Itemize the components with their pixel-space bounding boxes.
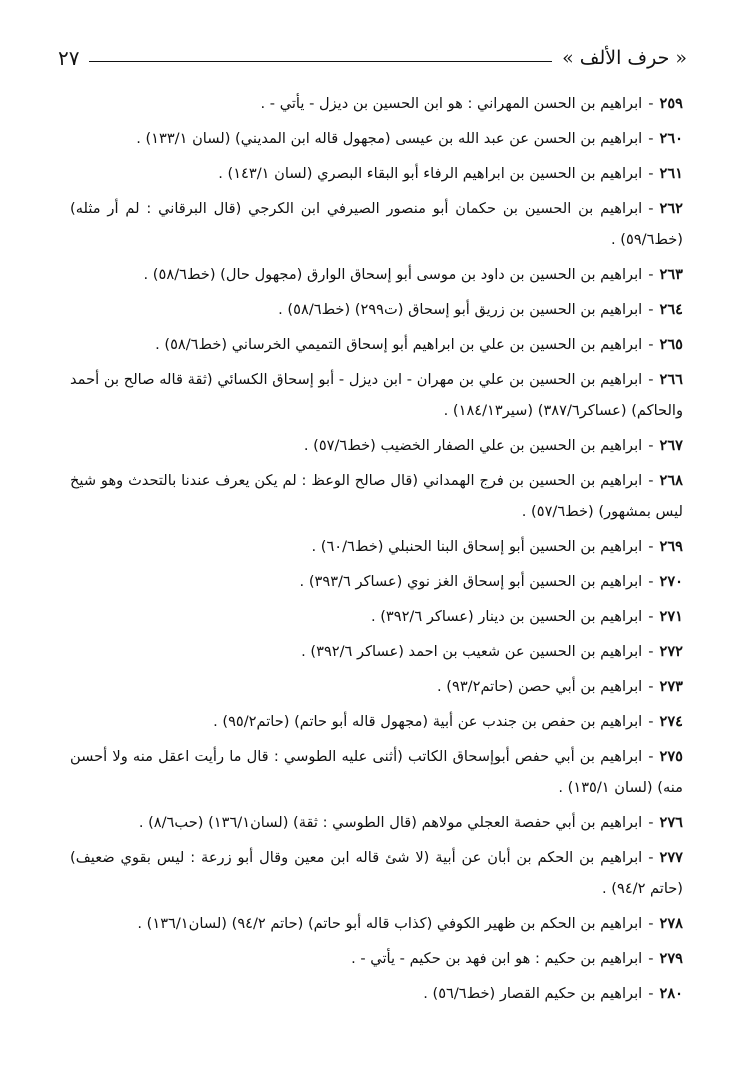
entry-text: ابراهيم بن الحسين بن علي الصفار الخضيب (خط٥٧/٦) .	[303, 437, 643, 454]
entry-dash: -	[648, 301, 654, 318]
entry	[70, 123, 683, 154]
entry-dash: -	[648, 985, 654, 1002]
entry-number: ٢٨٠	[659, 985, 683, 1002]
entry	[70, 465, 683, 527]
entry-text: ابراهيم بن الحسين بن داود بن موسى أبو إسحاق الوارق (مجهول حال) (خط٥٨/٦) .	[143, 266, 643, 283]
entry-text: ابراهيم بن حكيم القصار (خط٥٦/٦) .	[423, 985, 643, 1002]
entry-dash: -	[648, 437, 654, 454]
header-rule	[89, 61, 552, 62]
entry	[70, 566, 683, 597]
entry-text: ابراهيم بن الحكم بن أبان عن أبية (لا شئ قاله ابن معين وقال أبو زرعة : ليس بقوي ضعيف) (حاتم ٩٤/٢) .	[70, 849, 683, 897]
entry-number: ٢٧٤	[659, 713, 683, 730]
entry-number: ٢٦٠	[659, 130, 683, 147]
entry-text: ابراهيم بن أبي حفص أبوإسحاق الكاتب (أثنى عليه الطوسي : قال ما رأيت اعقل منه ولا أحسن منه) (لسان ١٣٥/١) .	[70, 748, 683, 796]
entry	[70, 636, 683, 667]
entry-dash: -	[648, 950, 654, 967]
chapter-title: « حرف الألف »	[562, 47, 687, 69]
entry-dash: -	[648, 915, 654, 932]
entry-number: ٢٧٠	[659, 573, 683, 590]
entry-number: ٢٧٨	[659, 915, 683, 932]
entry	[70, 329, 683, 360]
entry-dash: -	[648, 538, 654, 555]
entry-text: ابراهيم بن الحسين بن علي بن مهران - ابن ديزل - أبو إسحاق الكسائي (ثقة قاله صالح بن أحمد والحاكم) (عساكر٣٨٧/٦) (سير١٨٤/١٣) .	[70, 371, 683, 419]
entry-number: ٢٦٧	[659, 437, 683, 454]
entry-number: ٢٧٦	[659, 814, 683, 831]
entry	[70, 978, 683, 1009]
entry-number: ٢٧٣	[659, 678, 683, 695]
entry-text: ابراهيم بن الحسن عن عبد الله بن عيسى (مجهول قاله ابن المديني) (لسان ١٣٣/١) .	[136, 130, 643, 147]
entry-dash: -	[648, 814, 654, 831]
entry-dash: -	[648, 266, 654, 283]
entry-number: ٢٧٥	[659, 748, 683, 765]
entry	[70, 741, 683, 803]
page-number: ٢٧	[58, 46, 80, 70]
entry	[70, 842, 683, 904]
entry-dash: -	[648, 130, 654, 147]
entry-text: ابراهيم بن الحكم بن ظهير الكوفي (كذاب قاله أبو حاتم) (حاتم ٩٤/٢) (لسان١٣٦/١) .	[137, 915, 643, 932]
entry-number: ٢٦٨	[659, 472, 683, 489]
entry-dash: -	[648, 472, 654, 489]
entry-dash: -	[648, 371, 654, 388]
entry-dash: -	[648, 200, 654, 217]
entry	[70, 531, 683, 562]
entry-number: ٢٧٩	[659, 950, 683, 967]
entry	[70, 671, 683, 702]
entry-text: ابراهيم بن الحسين أبو إسحاق الغز نوي (عساكر ٣٩٣/٦) .	[299, 573, 643, 590]
entry-text: ابراهيم بن الحسن المهراني : هو ابن الحسين بن ديزل - يأتي - .	[260, 95, 643, 112]
entry-dash: -	[648, 336, 654, 353]
entry-text: ابراهيم بن حكيم : هو ابن فهد بن حكيم - يأتي - .	[351, 950, 643, 967]
entry	[70, 807, 683, 838]
entry	[70, 908, 683, 939]
entry-text: ابراهيم بن الحسين بن علي بن ابراهيم أبو إسحاق التميمي الخرساني (خط٥٨/٦) .	[155, 336, 643, 353]
entry-text: ابراهيم بن حفص بن جندب عن أبية (مجهول قاله أبو حاتم) (حاتم٩٥/٢) .	[213, 713, 643, 730]
entry-dash: -	[648, 713, 654, 730]
entry	[70, 88, 683, 119]
entry	[70, 193, 683, 255]
entry	[70, 158, 683, 189]
entry-text: ابراهيم بن الحسين بن فرج الهمداني (قال صالح الوعظ : لم يكن يعرف عندنا بالتحدث وهو شيخ ليس بمشهور) (خط٥٧/٦) .	[70, 472, 683, 520]
entry-text: ابراهيم بن الحسين بن دينار (عساكر ٣٩٢/٦) .	[370, 608, 643, 625]
entry-text: ابراهيم بن الحسين عن شعيب بن احمد (عساكر ٣٩٢/٦) .	[301, 643, 643, 660]
entry-number: ٢٦٢	[659, 200, 683, 217]
entry-list	[70, 88, 683, 1013]
entry-number: ٢٦١	[659, 165, 683, 182]
entry-dash: -	[648, 165, 654, 182]
entry	[70, 601, 683, 632]
entry-number: ٢٦٣	[659, 266, 683, 283]
entry-text: ابراهيم بن الحسين أبو إسحاق البنا الحنبلي (خط٦٠/٦) .	[311, 538, 643, 555]
entry	[70, 294, 683, 325]
entry-text: ابراهيم بن الحسين بن ابراهيم الرفاء أبو البقاء البصري (لسان ١٤٣/١) .	[218, 165, 643, 182]
entry-number: ٢٦٦	[659, 371, 683, 388]
entry-dash: -	[648, 608, 654, 625]
entry	[70, 943, 683, 974]
entry	[70, 706, 683, 737]
entry-dash: -	[648, 643, 654, 660]
entry-dash: -	[648, 849, 654, 866]
entry-text: ابراهيم بن الحسين بن زريق أبو إسحاق (ت٢٩٩) (خط٥٨/٦) .	[278, 301, 643, 318]
entry-dash: -	[648, 748, 654, 765]
entry-number: ٢٧١	[659, 608, 683, 625]
entry-number: ٢٦٩	[659, 538, 683, 555]
entry-text: ابراهيم بن أبي حفصة العجلي مولاهم (قال الطوسي : ثقة) (لسان١٣٦/١) (حب٨/٦) .	[138, 814, 643, 831]
entry	[70, 430, 683, 461]
entry	[70, 364, 683, 426]
entry-number: ٢٧٢	[659, 643, 683, 660]
entry-number: ٢٦٥	[659, 336, 683, 353]
entry-dash: -	[648, 95, 654, 112]
entry-number: ٢٥٩	[659, 95, 683, 112]
entry-text: ابراهيم بن أبي حصن (حاتم٩٣/٢) .	[437, 678, 643, 695]
entry-dash: -	[648, 678, 654, 695]
entry-number: ٢٧٧	[659, 849, 683, 866]
entry-text: ابراهيم بن الحسين بن حكمان أبو منصور الصيرفي ابن الكرجي (قال البرقاني : لم أر مثله) (خط٥٩/٦) .	[70, 200, 683, 248]
entry-dash: -	[648, 573, 654, 590]
entry-number: ٢٦٤	[659, 301, 683, 318]
page-header	[58, 38, 687, 78]
entry	[70, 259, 683, 290]
